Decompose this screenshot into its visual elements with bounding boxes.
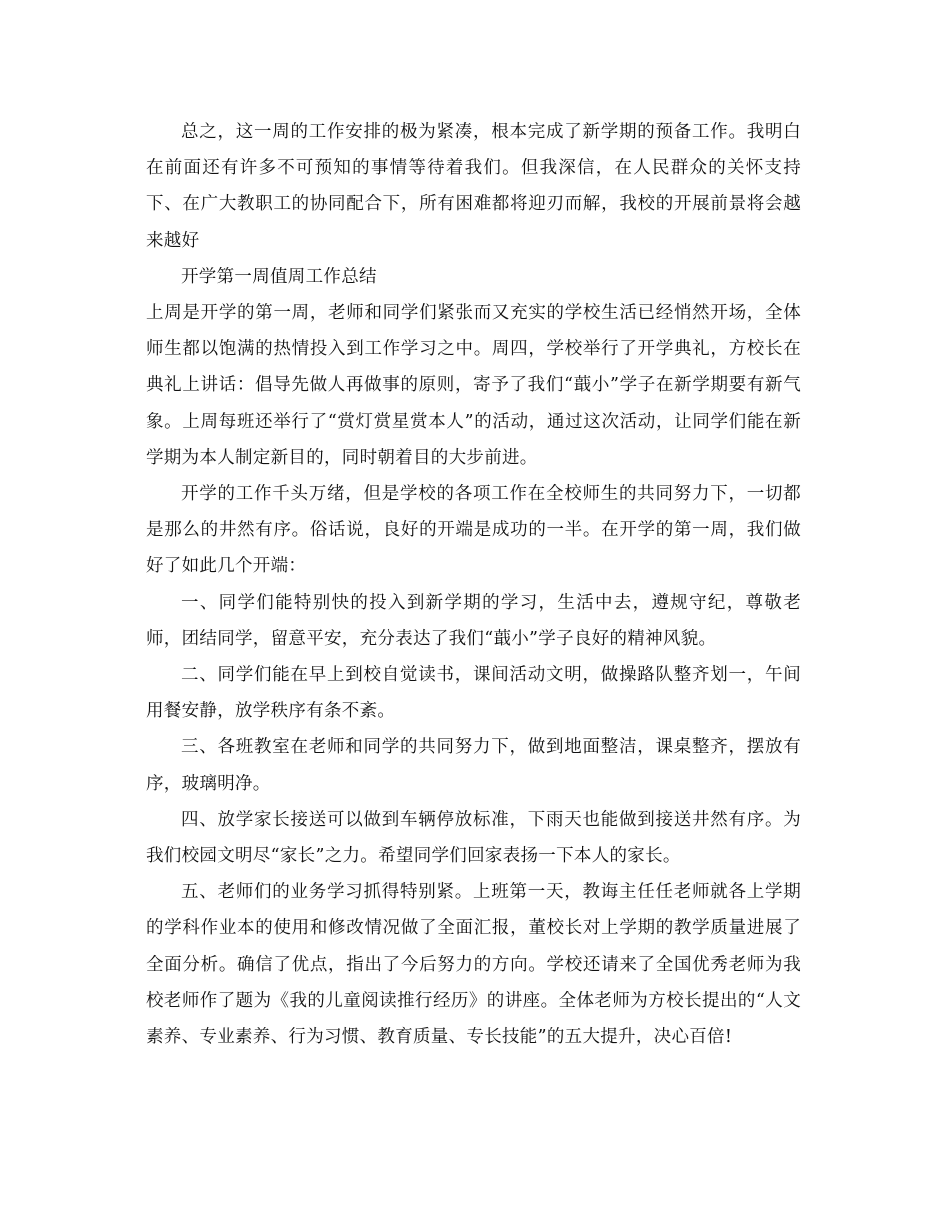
paragraph-overview: 开学的工作千头万绪，但是学校的各项工作在全校师生的共同努力下，一切都是那么的井然有序。俗话说，良好的开端是成功的一半。在开学的第一周，我们做好了如此几个开端： (146, 484, 801, 577)
section-title: 开学第一周值周工作总结 (181, 266, 377, 287)
paragraph-point-1: 一、同学们能特别快的投入到新学期的学习，生活中去，遵规守纪，尊敬老师，团结同学，留意平安，充分表达了我们“蕺小”学子良好的精神风貌。 (146, 592, 801, 649)
paragraph-intro: 上周是开学的第一周，老师和同学们紧张而又充实的学校生活已经悄然开场，全体师生都以饱满的热情投入到工作学习之中。周四，学校举行了开学典礼，方校长在典礼上讲话：倡导先做人再做事的原则，寄予了我们“蕺小”学子在新学期要有新气象。上周每班还举行了“赏灯赏星赏本人”的活动，通过这次活动，让同学们能在新学期为本人制定新目的，同时朝着目的大步前进。 (146, 303, 801, 468)
document-page (146, 114, 801, 1055)
paragraph-point-5: 五、老师们的业务学习抓得特别紧。上班第一天，教诲主任任老师就各上学期的学科作业本的使用和修改情况做了全面汇报，董校长对上学期的教学质量进展了全面分析。确信了优点，指出了今后努力的方向。学校还请来了全国优秀老师为我校老师作了题为《我的儿童阅读推行经历》的讲座。全体老师为方校长提出的“人文素养、专业素养、行为习惯、教育质量、专长技能”的五大提升，决心百倍! (146, 882, 801, 1048)
paragraph-closing-summary: 总之，这一周的工作安排的极为紧凑，根本完成了新学期的预备工作。我明白在前面还有许多不可预知的事情等待着我们。但我深信，在人民群众的关怀支持下、在广大教职工的协同配合下，所有困难都将迎刃而解，我校的开展前景将会越来越好 (146, 122, 801, 251)
paragraph-point-2: 二、同学们能在早上到校自觉读书，课间活动文明，做操路队整齐划一，午间用餐安静，放学秩序有条不紊。 (146, 665, 801, 722)
paragraph-point-3: 三、各班教室在老师和同学的共同努力下，做到地面整洁，课桌整齐，摆放有序，玻璃明净。 (146, 737, 801, 794)
paragraph-point-4: 四、放学家长接送可以做到车辆停放标准，下雨天也能做到接送井然有序。为我们校园文明尽“家长”之力。希望同学们回家表扬一下本人的家长。 (146, 809, 801, 867)
